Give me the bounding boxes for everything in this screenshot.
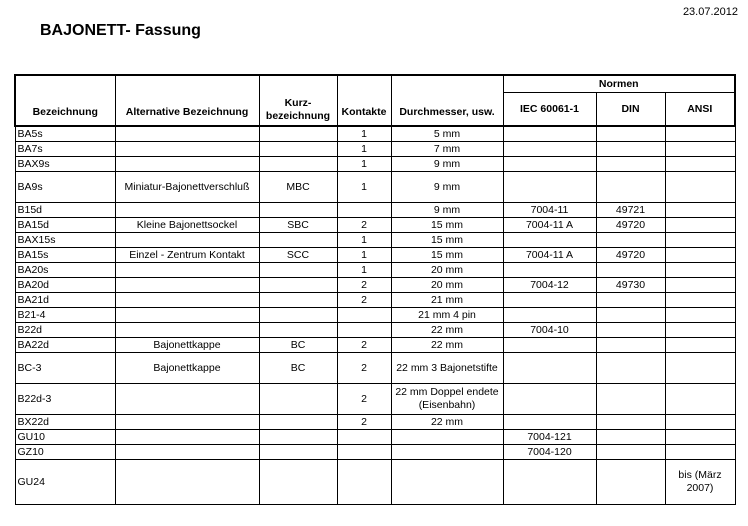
cell-durchmesser	[391, 430, 503, 445]
cell-ansi	[665, 445, 735, 460]
cell-iec	[503, 126, 596, 142]
cell-bezeichnung: BA5s	[15, 126, 115, 142]
cell-kontakte: 1	[337, 172, 391, 203]
table-row	[15, 430, 735, 445]
cell-durchmesser: 20 mm	[391, 263, 503, 278]
header-alternative: Alternative Bezeichnung	[115, 75, 259, 126]
cell-bezeichnung: BA7s	[15, 142, 115, 157]
cell-ansi	[665, 172, 735, 203]
cell-alternative	[115, 323, 259, 338]
cell-bezeichnung: BA20s	[15, 263, 115, 278]
cell-alternative: Miniatur-Bajonettverschluß	[115, 172, 259, 203]
cell-kontakte	[337, 308, 391, 323]
header-bezeichnung: Bezeichnung	[15, 75, 115, 126]
cell-kontakte: 2	[337, 293, 391, 308]
cell-alternative	[115, 126, 259, 142]
cell-alternative	[115, 384, 259, 415]
header-ansi: ANSI	[665, 93, 735, 127]
cell-kurz	[259, 293, 337, 308]
cell-kurz: MBC	[259, 172, 337, 203]
cell-din	[596, 157, 665, 172]
cell-alternative	[115, 293, 259, 308]
cell-kontakte: 1	[337, 248, 391, 263]
table-row	[15, 278, 735, 293]
cell-din	[596, 445, 665, 460]
cell-din	[596, 263, 665, 278]
cell-kurz	[259, 142, 337, 157]
table-row	[15, 384, 735, 415]
cell-kurz: BC	[259, 338, 337, 353]
cell-din	[596, 338, 665, 353]
cell-kontakte: 1	[337, 142, 391, 157]
cell-kontakte: 2	[337, 353, 391, 384]
cell-alternative	[115, 142, 259, 157]
cell-din	[596, 415, 665, 430]
cell-bezeichnung: BA15s	[15, 248, 115, 263]
cell-bezeichnung: GZ10	[15, 445, 115, 460]
cell-alternative	[115, 430, 259, 445]
cell-iec: 7004-12	[503, 278, 596, 293]
bajonett-table	[14, 74, 736, 505]
table-row	[15, 142, 735, 157]
cell-kontakte: 2	[337, 218, 391, 233]
cell-iec	[503, 293, 596, 308]
table-row	[15, 460, 735, 505]
table-body	[15, 126, 735, 505]
cell-bezeichnung: BC-3	[15, 353, 115, 384]
cell-kontakte: 2	[337, 338, 391, 353]
cell-iec: 7004-11	[503, 203, 596, 218]
cell-iec	[503, 157, 596, 172]
table-row	[15, 172, 735, 203]
cell-ansi	[665, 415, 735, 430]
header-durchmesser: Durchmesser, usw.	[391, 75, 503, 126]
cell-bezeichnung: B22d	[15, 323, 115, 338]
cell-din: 49720	[596, 218, 665, 233]
cell-din: 49730	[596, 278, 665, 293]
cell-iec	[503, 338, 596, 353]
cell-ansi	[665, 142, 735, 157]
header-normen: Normen	[503, 75, 735, 93]
cell-alternative	[115, 278, 259, 293]
cell-alternative	[115, 445, 259, 460]
cell-kurz	[259, 430, 337, 445]
cell-durchmesser: 15 mm	[391, 248, 503, 263]
cell-durchmesser: 20 mm	[391, 278, 503, 293]
cell-kurz	[259, 308, 337, 323]
cell-durchmesser	[391, 460, 503, 505]
cell-kontakte	[337, 203, 391, 218]
cell-ansi	[665, 233, 735, 248]
cell-iec	[503, 353, 596, 384]
cell-ansi	[665, 430, 735, 445]
cell-din: 49720	[596, 248, 665, 263]
cell-din: 49721	[596, 203, 665, 218]
cell-kurz	[259, 233, 337, 248]
cell-durchmesser: 15 mm	[391, 233, 503, 248]
cell-kurz	[259, 415, 337, 430]
cell-din	[596, 233, 665, 248]
cell-bezeichnung: BA9s	[15, 172, 115, 203]
cell-bezeichnung: BAX9s	[15, 157, 115, 172]
cell-ansi	[665, 338, 735, 353]
cell-din	[596, 460, 665, 505]
table-row	[15, 415, 735, 430]
cell-durchmesser: 22 mm	[391, 338, 503, 353]
cell-iec	[503, 142, 596, 157]
cell-bezeichnung: GU10	[15, 430, 115, 445]
cell-durchmesser: 22 mm	[391, 323, 503, 338]
table-row	[15, 323, 735, 338]
cell-kurz: SBC	[259, 218, 337, 233]
header-din: DIN	[596, 93, 665, 127]
cell-kurz	[259, 278, 337, 293]
cell-din	[596, 384, 665, 415]
header-iec: IEC 60061-1	[503, 93, 596, 127]
cell-iec	[503, 460, 596, 505]
cell-alternative	[115, 308, 259, 323]
document-date: 23.07.2012	[682, 6, 738, 18]
cell-alternative: Kleine Bajonettsockel	[115, 218, 259, 233]
cell-kurz	[259, 384, 337, 415]
cell-ansi	[665, 203, 735, 218]
cell-kontakte: 1	[337, 157, 391, 172]
cell-kontakte	[337, 445, 391, 460]
header-kurz: Kurz- bezeichnung	[259, 75, 337, 126]
cell-kurz	[259, 263, 337, 278]
cell-durchmesser: 22 mm Doppel endete (Eisenbahn)	[391, 384, 503, 415]
cell-din	[596, 323, 665, 338]
cell-iec: 7004-10	[503, 323, 596, 338]
cell-durchmesser: 9 mm	[391, 172, 503, 203]
document-title: BAJONETT- Fassung	[40, 22, 201, 39]
cell-kurz	[259, 445, 337, 460]
cell-kontakte: 2	[337, 415, 391, 430]
cell-alternative	[115, 415, 259, 430]
table-row	[15, 353, 735, 384]
table-row	[15, 445, 735, 460]
cell-ansi	[665, 278, 735, 293]
cell-din	[596, 172, 665, 203]
cell-bezeichnung: B15d	[15, 203, 115, 218]
cell-durchmesser: 5 mm	[391, 126, 503, 142]
cell-iec	[503, 233, 596, 248]
cell-ansi: bis (März 2007)	[665, 460, 735, 505]
cell-durchmesser	[391, 445, 503, 460]
cell-kurz	[259, 460, 337, 505]
cell-alternative	[115, 203, 259, 218]
cell-din	[596, 353, 665, 384]
cell-ansi	[665, 126, 735, 142]
cell-kontakte	[337, 460, 391, 505]
table-row	[15, 203, 735, 218]
cell-kurz	[259, 157, 337, 172]
table-row	[15, 338, 735, 353]
table-row	[15, 293, 735, 308]
cell-ansi	[665, 293, 735, 308]
table-row	[15, 233, 735, 248]
cell-ansi	[665, 248, 735, 263]
table-row	[15, 157, 735, 172]
table-row	[15, 308, 735, 323]
cell-kontakte: 2	[337, 278, 391, 293]
cell-bezeichnung: BA20d	[15, 278, 115, 293]
cell-din	[596, 142, 665, 157]
cell-iec	[503, 415, 596, 430]
cell-iec: 7004-11 A	[503, 248, 596, 263]
table-row	[15, 263, 735, 278]
cell-bezeichnung: BA15d	[15, 218, 115, 233]
table-row	[15, 218, 735, 233]
cell-durchmesser: 9 mm	[391, 157, 503, 172]
cell-kurz	[259, 126, 337, 142]
cell-iec: 7004-121	[503, 430, 596, 445]
header-kontakte: Kontakte	[337, 75, 391, 126]
cell-din	[596, 308, 665, 323]
cell-kontakte: 2	[337, 384, 391, 415]
cell-kontakte: 1	[337, 126, 391, 142]
cell-alternative	[115, 233, 259, 248]
cell-ansi	[665, 323, 735, 338]
cell-alternative: Bajonettkappe	[115, 353, 259, 384]
cell-iec	[503, 172, 596, 203]
cell-bezeichnung: BA22d	[15, 338, 115, 353]
cell-ansi	[665, 353, 735, 384]
cell-din	[596, 293, 665, 308]
cell-bezeichnung: B21-4	[15, 308, 115, 323]
cell-alternative	[115, 157, 259, 172]
cell-kurz	[259, 323, 337, 338]
cell-alternative: Einzel - Zentrum Kontakt	[115, 248, 259, 263]
cell-bezeichnung: BA21d	[15, 293, 115, 308]
cell-bezeichnung: GU24	[15, 460, 115, 505]
cell-iec	[503, 384, 596, 415]
cell-durchmesser: 7 mm	[391, 142, 503, 157]
cell-durchmesser: 15 mm	[391, 218, 503, 233]
cell-kurz: BC	[259, 353, 337, 384]
cell-kurz	[259, 203, 337, 218]
cell-ansi	[665, 157, 735, 172]
cell-din	[596, 430, 665, 445]
cell-iec: 7004-120	[503, 445, 596, 460]
cell-durchmesser: 21 mm 4 pin	[391, 308, 503, 323]
cell-ansi	[665, 263, 735, 278]
cell-ansi	[665, 308, 735, 323]
cell-din	[596, 126, 665, 142]
cell-alternative: Bajonettkappe	[115, 338, 259, 353]
cell-alternative	[115, 263, 259, 278]
cell-kurz: SCC	[259, 248, 337, 263]
cell-kontakte: 1	[337, 263, 391, 278]
cell-iec: 7004-11 A	[503, 218, 596, 233]
cell-ansi	[665, 384, 735, 415]
cell-bezeichnung: BX22d	[15, 415, 115, 430]
cell-bezeichnung: B22d-3	[15, 384, 115, 415]
cell-kontakte	[337, 323, 391, 338]
cell-iec	[503, 263, 596, 278]
cell-durchmesser: 21 mm	[391, 293, 503, 308]
cell-bezeichnung: BAX15s	[15, 233, 115, 248]
cell-kontakte	[337, 430, 391, 445]
table-row	[15, 126, 735, 142]
cell-kontakte: 1	[337, 233, 391, 248]
cell-ansi	[665, 218, 735, 233]
cell-alternative	[115, 460, 259, 505]
cell-durchmesser: 22 mm 3 Bajonetstifte	[391, 353, 503, 384]
cell-durchmesser: 9 mm	[391, 203, 503, 218]
table-row	[15, 248, 735, 263]
cell-durchmesser: 22 mm	[391, 415, 503, 430]
cell-iec	[503, 308, 596, 323]
